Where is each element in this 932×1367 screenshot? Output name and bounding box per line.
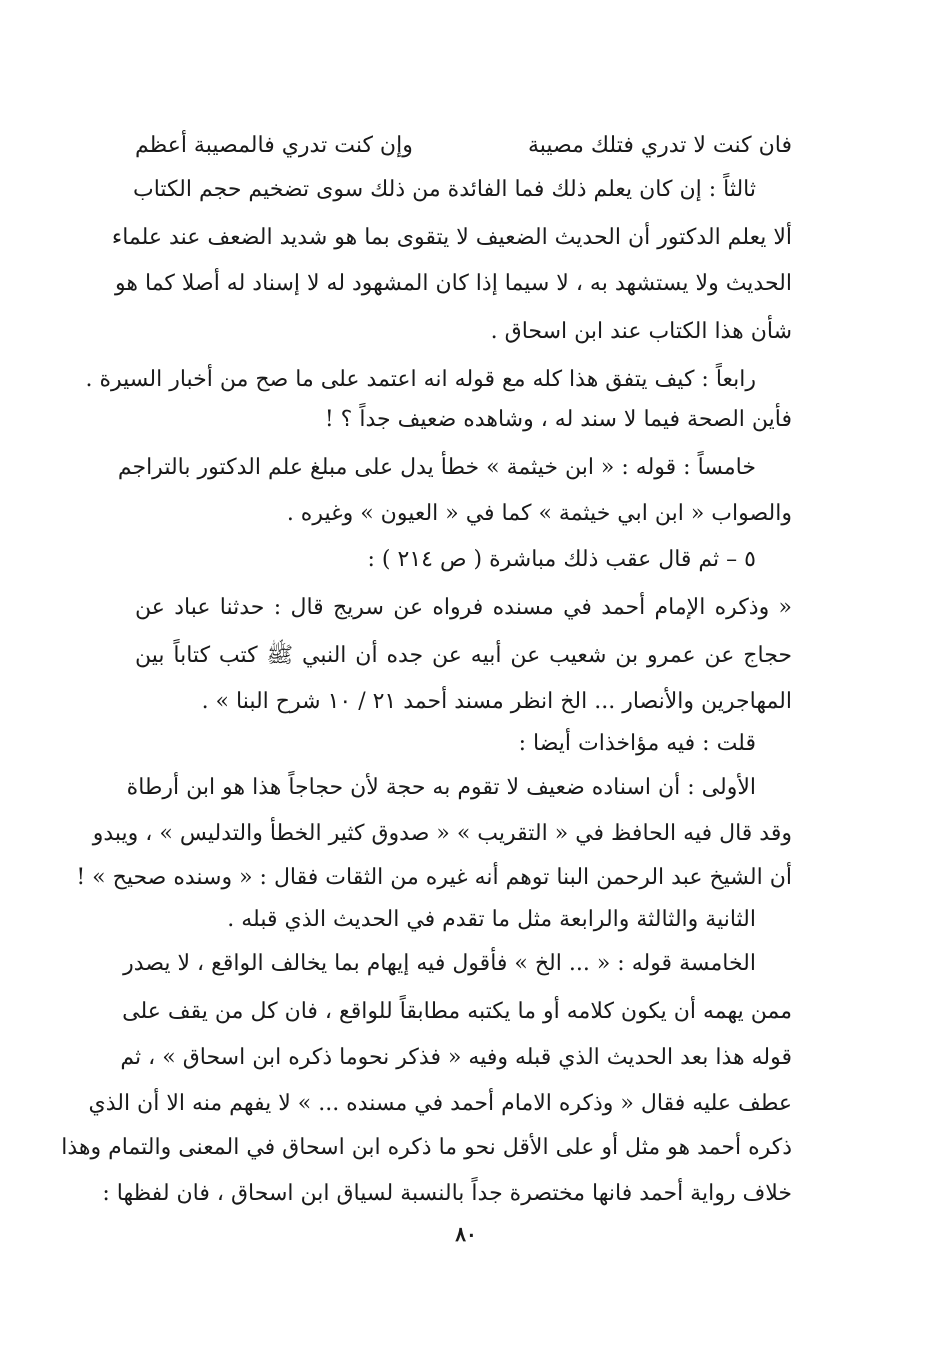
text-line: فأين الصحة فيما لا سند له ، وشاهده ضعيف جداً ؟ ! <box>324 407 792 432</box>
text-line: الثانية والثالثة والرابعة مثل ما تقدم في الحديث الذي قبله . <box>227 907 756 932</box>
text-line: الخامسة قوله : « ... الخ » فأقول فيه إيهام بما يخالف الواقع ، لا يصدر <box>123 951 756 976</box>
text-line: ذكره أحمد هو مثل أو على الأقل نحو ما ذكره ابن اسحاق في المعنى والتمام وهذا <box>61 1135 792 1160</box>
text-line: أن الشيخ عبد الرحمن البنا توهم أنه غيره من الثقات فقال : « وسنده صحيح » ! <box>76 865 792 890</box>
text-line: والصواب « ابن ابي خيثمة » كما في « العيون » وغيره . <box>286 501 792 526</box>
text-line: خامساً : قوله : « ابن خيثمة » خطأ يدل على مبلغ علم الدكتور بالتراجم <box>117 455 756 480</box>
text-line: وقد قال فيه الحافظ في « التقريب » « صدوق كثير الخطأ والتدليس » ، ويبدو <box>92 821 792 846</box>
verse-second-hemistich: وإن كنت تدري فالمصيبة أعظم <box>135 133 413 158</box>
text-line: قوله هذا بعد الحديث الذي قبله وفيه « فذكر نحوما ذكره ابن اسحاق » ، ثم <box>120 1045 792 1070</box>
text-line: خلاف رواية أحمد فانها مختصرة جداً بالنسبة لسياق ابن اسحاق ، فان لفظها : <box>102 1181 792 1206</box>
text-line: ثالثاً : إن كان يعلم ذلك فما الفائدة من ذلك سوى تضخيم حجم الكتاب <box>132 177 756 202</box>
text-line: شأن هذا الكتاب عند ابن اسحاق . <box>490 319 792 344</box>
verse-first-hemistich: فان كنت لا تدري فتلك مصيبة <box>527 133 792 158</box>
text-line: « وذكره الإمام أحمد في مسنده فرواه عن سريج قال : حدثنا عباد عن <box>135 595 792 620</box>
text-line: حجاج عن عمرو بن شعيب عن أبيه عن جده أن النبي ﷺ كتب كتاباً بين <box>135 643 792 668</box>
text-line: ٥ – ثم قال عقب ذلك مباشرة ( ص ٢١٤ ) : <box>367 547 756 572</box>
text-line: رابعاً : كيف يتفق هذا كله مع قوله انه اعتمد على ما صح من أخبار السيرة . <box>85 367 756 392</box>
text-line: الأولى : أن اسناده ضعيف لا تقوم به حجة لأن حجاجاً هذا هو ابن أرطاة <box>126 775 756 800</box>
poetry-verse <box>135 128 792 168</box>
page-number: ٨٠ <box>455 1222 477 1246</box>
text-line: قلت : فيه مؤاخذات أيضا : <box>518 731 756 756</box>
text-line: عطف عليه فقال « وذكره الامام أحمد في مسنده ... » لا يفهم منه الا أن الذي <box>88 1091 792 1116</box>
text-line: الحديث ولا يستشهد به ، لا سيما إذا كان المشهود له لا إسناد له أصلا كما هو <box>115 271 792 296</box>
text-line: ألا يعلم الدكتور أن الحديث الضعيف لا يتقوى بما هو شديد الضعف عند علماء <box>111 225 792 250</box>
text-line: المهاجرين والأنصار ... الخ انظر مسند أحمد ٢١ / ١٠ شرح البنا » . <box>201 689 792 714</box>
text-line: ممن يهمه أن يكون كلامه أو ما يكتبه مطابقاً للواقع ، فان كل من يقف على <box>122 999 792 1024</box>
